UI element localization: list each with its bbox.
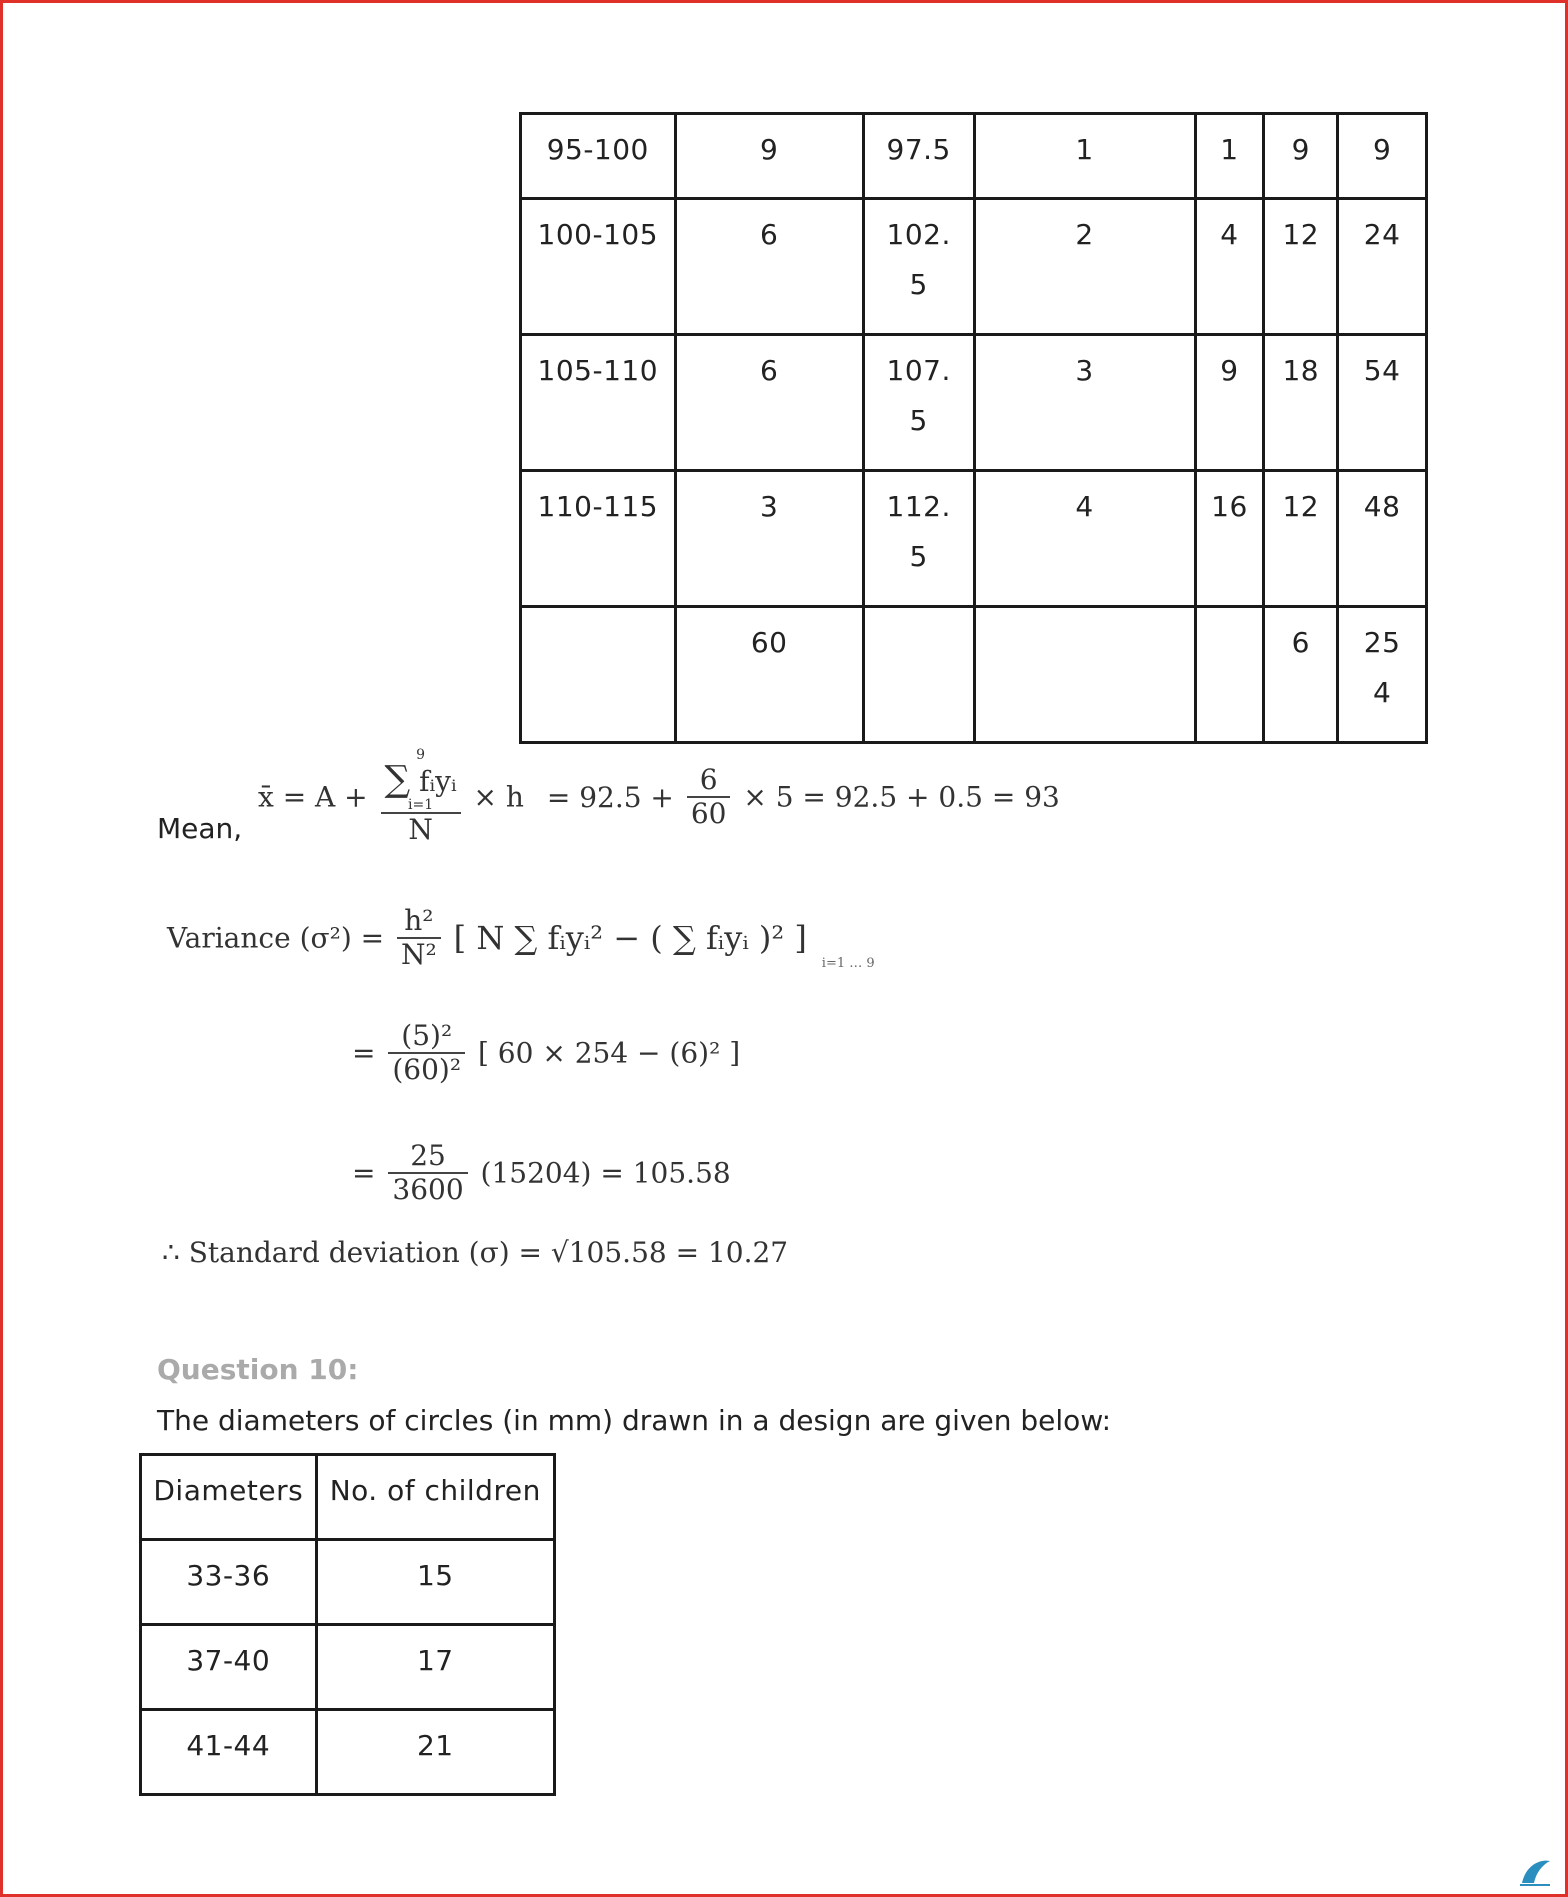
table-cell: 9 [1338,114,1427,199]
table-cell: 95-100 [521,114,676,199]
mean-label: Mean, [157,812,243,845]
table-cell: 15 [316,1540,554,1625]
table-cell: 24 [1338,199,1427,335]
mean-denominator: N [408,813,433,846]
table-cell: 3 [675,471,863,607]
table-cell: 12 [1264,199,1338,335]
table-cell: 9 [1264,114,1338,199]
mean-sum-expr: fᵢyᵢ [419,765,457,798]
table-row [141,1540,555,1625]
variance-bracket-expr: [ N ∑ fᵢyᵢ² − ( ∑ fᵢyᵢ )² ] [453,919,807,958]
column-header: No. of children [316,1455,554,1540]
diameters-table [139,1453,556,1796]
mean-eq: = 92.5 + [546,780,674,814]
step1-rest: [ 60 × 254 − (6)² ] [477,1036,741,1070]
variance-n-den: N² [401,938,437,972]
table-cell: 6 [675,335,863,471]
variance-formula [167,905,875,971]
table-cell: 97.5 [863,114,974,199]
sigma-icon: ∑ [384,759,411,800]
table-cell: 48 [1338,471,1427,607]
mean-sum-top: 9 [416,747,426,763]
table-cell [1195,607,1264,743]
table-row [521,471,1427,607]
variance-h-fraction [397,905,441,971]
table-row [521,335,1427,471]
column-header: Diameters [141,1455,317,1540]
table-cell: 33-36 [141,1540,317,1625]
table-cell [521,607,676,743]
variance-h-num: h² [397,905,441,939]
table-cell [863,607,974,743]
mean-sum-fraction [381,748,461,846]
frequency-table [519,112,1428,744]
table-row [141,1710,555,1795]
table-cell: 112. 5 [863,471,974,607]
table-cell: 18 [1264,335,1338,471]
table-cell: 4 [1195,199,1264,335]
step2-den: 3600 [392,1173,464,1207]
variance-limits: i=1 … 9 [821,956,875,972]
table-cell: 2 [974,199,1195,335]
table-row [521,114,1427,199]
logo-icon [1518,1855,1552,1889]
table-cell: 9 [1195,335,1264,471]
table-cell: 37-40 [141,1625,317,1710]
standard-deviation-line: ∴ Standard deviation (σ) = √105.58 = 10.27 [162,1236,789,1269]
mean-formula [258,748,1060,846]
table-cell: 4 [974,471,1195,607]
question-text: The diameters of circles (in mm) drawn in a design are given below: [157,1404,1112,1437]
question-title: Question 10: [157,1353,359,1386]
mean-frac-den: 60 [690,797,727,831]
table-cell: 102. 5 [863,199,974,335]
table-cell: 6 [675,199,863,335]
table-cell: 107. 5 [863,335,974,471]
mean-frac-num: 6 [687,764,731,798]
table-row [521,199,1427,335]
table-cell: 100-105 [521,199,676,335]
table-cell [974,607,1195,743]
table-cell: 25 4 [1338,607,1427,743]
variance-lhs: Variance (σ²) = [167,921,385,955]
variance-step2: = $\frac{25}{3600}$ (15204) = 105.58 [352,1139,731,1207]
step1-num: (5)² [388,1020,465,1054]
table-cell: 54 [1338,335,1427,471]
table-cell: 105-110 [521,335,676,471]
step1-den: (60)² [392,1053,462,1087]
variance-step1: = $\frac{\text{(5)²}}{\text{(60)²}}$ [ 60 × 254 − (6)² ] [352,1019,741,1087]
table-row [521,607,1427,743]
table-cell: 6 [1264,607,1338,743]
table-cell: 17 [316,1625,554,1710]
table-cell: 9 [675,114,863,199]
table-cell: 60 [675,607,863,743]
table-cell: 110-115 [521,471,676,607]
table-cell: 16 [1195,471,1264,607]
table-cell: 21 [316,1710,554,1795]
mean-sum-bottom: i=1 [408,797,434,813]
mean-rest: × 5 = 92.5 + 0.5 = 93 [743,780,1060,814]
step2-fraction [388,1140,467,1206]
mean-fraction [687,764,731,830]
mean-lhs: x̄ = A + [258,780,368,814]
table-row [141,1625,555,1710]
step1-fraction [388,1020,465,1086]
step2-rest: (15204) = 105.58 [480,1156,731,1190]
step2-num: 25 [388,1140,467,1174]
table-cell: 3 [974,335,1195,471]
table-cell: 1 [974,114,1195,199]
table-header-row [141,1455,555,1540]
table-cell: 12 [1264,471,1338,607]
mean-times-h: × h [473,780,524,814]
table-cell: 1 [1195,114,1264,199]
table-cell: 41-44 [141,1710,317,1795]
